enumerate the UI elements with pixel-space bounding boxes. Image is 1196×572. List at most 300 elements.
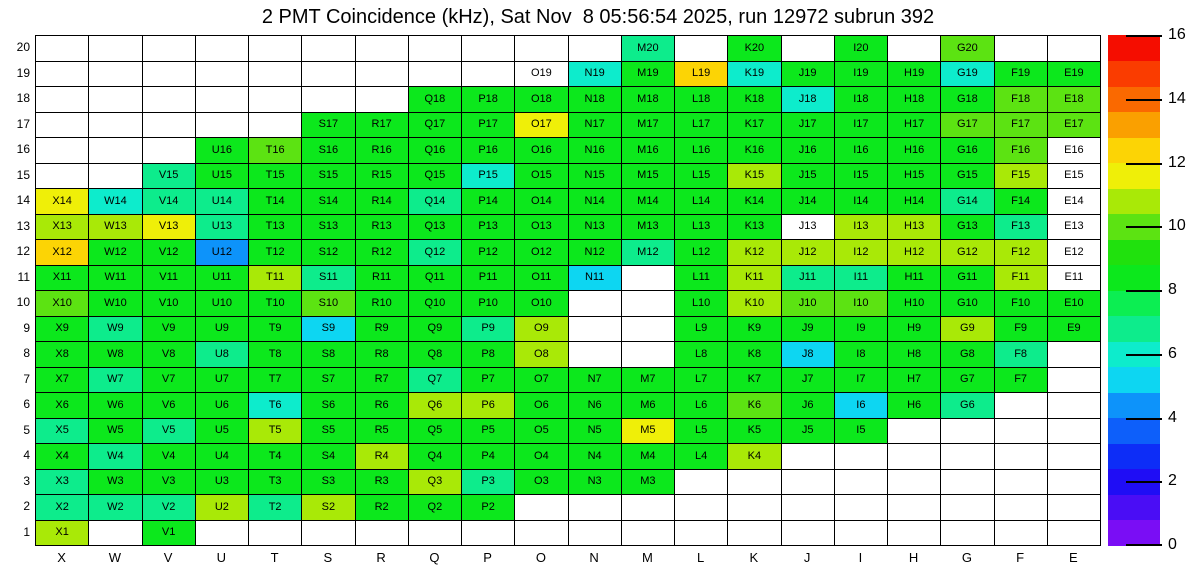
colorbar-tick-label: 10 (1168, 217, 1186, 235)
heatmap-cell: R9 (355, 316, 409, 343)
heatmap-cell: K20 (727, 35, 781, 62)
heatmap-cell (834, 520, 888, 547)
y-axis-label: 7 (23, 371, 30, 386)
y-axis-label: 10 (16, 295, 30, 309)
colorbar-band (1108, 137, 1160, 163)
heatmap-cell (568, 290, 622, 317)
heatmap-cell: R14 (355, 188, 409, 215)
heatmap-cell (621, 520, 675, 547)
heatmap-cell (674, 35, 728, 62)
heatmap-cell: P17 (461, 112, 515, 139)
heatmap-cell (887, 35, 941, 62)
heatmap-cell: S3 (301, 469, 355, 496)
y-axis-label: 15 (16, 167, 30, 182)
heatmap-cell: G11 (940, 265, 994, 292)
colorbar-band (1108, 316, 1160, 342)
colorbar-band (1108, 290, 1160, 316)
y-axis-label: 13 (16, 218, 30, 233)
y-axis-label: 18 (16, 91, 30, 105)
heatmap-cell: K7 (727, 367, 781, 394)
heatmap-cell: F16 (994, 137, 1048, 164)
heatmap-cell: I14 (834, 188, 888, 215)
y-axis-label: 5 (23, 422, 30, 437)
heatmap-cell: I19 (834, 61, 888, 88)
x-axis-label: U (216, 550, 227, 565)
x-axis-label: T (270, 550, 279, 565)
heatmap-cell: R5 (355, 418, 409, 445)
heatmap-cell (568, 35, 622, 62)
heatmap-cell (568, 494, 622, 521)
heatmap-cell: S16 (301, 137, 355, 164)
heatmap-cell: R11 (355, 265, 409, 292)
heatmap-cell: I5 (834, 418, 888, 445)
heatmap-cell (248, 61, 302, 88)
heatmap-cell: P2 (461, 494, 515, 521)
heatmap-cell (301, 35, 355, 62)
heatmap-cell: U3 (195, 469, 249, 496)
heatmap-cell: R13 (355, 214, 409, 241)
heatmap-cell: H18 (887, 86, 941, 113)
heatmap-cell: K5 (727, 418, 781, 445)
heatmap-cell: G18 (940, 86, 994, 113)
colorbar-tick-label: 0 (1168, 536, 1177, 553)
heatmap-cell: P3 (461, 469, 515, 496)
heatmap-cell: P14 (461, 188, 515, 215)
heatmap-cell (727, 520, 781, 547)
heatmap-cell: O16 (514, 137, 568, 164)
heatmap-cell (1047, 469, 1101, 496)
colorbar-band (1108, 35, 1160, 61)
heatmap-cell (514, 494, 568, 521)
heatmap-cell (834, 443, 888, 470)
heatmap-cell: U5 (195, 418, 249, 445)
x-axis-label: K (749, 550, 759, 565)
heatmap-cell (35, 137, 89, 164)
y-axis-label: 2 (23, 499, 30, 513)
heatmap-cell: K13 (727, 214, 781, 241)
heatmap-cell: U10 (195, 290, 249, 317)
heatmap-cell: T13 (248, 214, 302, 241)
colorbar-band (1108, 443, 1160, 469)
heatmap-cell (88, 163, 142, 190)
heatmap-cell: Q6 (408, 392, 462, 419)
heatmap-cell: G16 (940, 137, 994, 164)
heatmap-cell: S17 (301, 112, 355, 139)
heatmap-cell: E18 (1047, 86, 1101, 113)
heatmap-cell: J10 (781, 290, 835, 317)
heatmap-cell: W2 (88, 494, 142, 521)
heatmap-cell: I11 (834, 265, 888, 292)
heatmap-cell: W4 (88, 443, 142, 470)
heatmap-cell: L6 (674, 392, 728, 419)
colorbar-band (1108, 367, 1160, 393)
heatmap-cell: N13 (568, 214, 622, 241)
heatmap-cell (355, 35, 409, 62)
heatmap-cell: X8 (35, 341, 89, 368)
heatmap-cell: F18 (994, 86, 1048, 113)
heatmap-cell (35, 35, 89, 62)
heatmap-cell: M17 (621, 112, 675, 139)
heatmap-cell: R17 (355, 112, 409, 139)
heatmap-cell: J9 (781, 316, 835, 343)
heatmap-cell: I8 (834, 341, 888, 368)
heatmap-cell: M14 (621, 188, 675, 215)
heatmap-cell: U6 (195, 392, 249, 419)
heatmap-cell: L8 (674, 341, 728, 368)
heatmap-cell: P12 (461, 239, 515, 266)
heatmap-cell (195, 61, 249, 88)
heatmap-cell: U16 (195, 137, 249, 164)
heatmap-cell: J5 (781, 418, 835, 445)
heatmap-cell: G12 (940, 239, 994, 266)
heatmap-cell (142, 112, 196, 139)
y-axis-label: 9 (23, 320, 30, 335)
colorbar-tick-label: 16 (1168, 26, 1186, 43)
colorbar-band (1108, 188, 1160, 214)
heatmap-cell: U2 (195, 494, 249, 521)
x-axis-label: P (483, 550, 492, 565)
heatmap-cell (994, 418, 1048, 445)
colorbar-tick (1126, 35, 1162, 37)
heatmap-cell (88, 137, 142, 164)
x-axis-label: X (57, 550, 66, 565)
heatmap-grid (35, 35, 1100, 545)
colorbar-tick (1126, 354, 1162, 356)
x-axis-label: V (163, 550, 173, 565)
heatmap-cell: P6 (461, 392, 515, 419)
heatmap-cell: J16 (781, 137, 835, 164)
heatmap-cell: K14 (727, 188, 781, 215)
heatmap-cell (568, 520, 622, 547)
y-axis-label: 20 (16, 40, 30, 54)
heatmap-cell: N6 (568, 392, 622, 419)
heatmap-cell: L17 (674, 112, 728, 139)
heatmap-cell (674, 469, 728, 496)
heatmap-cell: L13 (674, 214, 728, 241)
heatmap-cell (355, 61, 409, 88)
heatmap-cell: G15 (940, 163, 994, 190)
heatmap-cell: L9 (674, 316, 728, 343)
heatmap-cell: I6 (834, 392, 888, 419)
heatmap-cell: G7 (940, 367, 994, 394)
heatmap-cell: U15 (195, 163, 249, 190)
y-axis-label: 6 (23, 397, 30, 411)
heatmap-cell: I20 (834, 35, 888, 62)
heatmap-cell: R15 (355, 163, 409, 190)
heatmap-cell: I16 (834, 137, 888, 164)
heatmap-cell (88, 86, 142, 113)
heatmap-cell: T16 (248, 137, 302, 164)
heatmap-cell: N7 (568, 367, 622, 394)
heatmap-cell: M13 (621, 214, 675, 241)
heatmap-cell: T12 (248, 239, 302, 266)
heatmap-cell: M15 (621, 163, 675, 190)
heatmap-cell: H11 (887, 265, 941, 292)
heatmap-cell: S15 (301, 163, 355, 190)
heatmap-cell: S12 (301, 239, 355, 266)
heatmap-cell: E11 (1047, 265, 1101, 292)
heatmap-cell (621, 341, 675, 368)
heatmap-cell: O19 (514, 61, 568, 88)
heatmap-cell (994, 520, 1048, 547)
x-axis-label: J (803, 550, 811, 565)
colorbar-tick (1126, 544, 1162, 546)
heatmap-cell: R4 (355, 443, 409, 470)
heatmap-cell: Q3 (408, 469, 462, 496)
heatmap-cell: X12 (35, 239, 89, 266)
heatmap-cell (461, 61, 515, 88)
heatmap-cell (994, 469, 1048, 496)
heatmap-cell: Q9 (408, 316, 462, 343)
heatmap-cell (248, 86, 302, 113)
heatmap-cell: F11 (994, 265, 1048, 292)
heatmap-cell: M6 (621, 392, 675, 419)
heatmap-cell (35, 61, 89, 88)
heatmap-cell: J18 (781, 86, 835, 113)
heatmap-cell: W7 (88, 367, 142, 394)
heatmap-cell: S14 (301, 188, 355, 215)
heatmap-cell (35, 112, 89, 139)
colorbar-tick-label: 2 (1168, 472, 1177, 490)
heatmap-cell: Q16 (408, 137, 462, 164)
heatmap-cell: N15 (568, 163, 622, 190)
heatmap-cell: X3 (35, 469, 89, 496)
heatmap-cell: X11 (35, 265, 89, 292)
colorbar-band (1108, 265, 1160, 291)
heatmap-cell: P13 (461, 214, 515, 241)
heatmap-cell (727, 494, 781, 521)
heatmap-cell: J12 (781, 239, 835, 266)
heatmap-cell: M16 (621, 137, 675, 164)
heatmap-cell (1047, 341, 1101, 368)
heatmap-cell: W8 (88, 341, 142, 368)
heatmap-cell: W12 (88, 239, 142, 266)
heatmap-cell: J19 (781, 61, 835, 88)
heatmap-cell: V1 (142, 520, 196, 547)
heatmap-cell: R10 (355, 290, 409, 317)
heatmap-cell: H9 (887, 316, 941, 343)
heatmap-cell (1047, 367, 1101, 394)
heatmap-cell: E12 (1047, 239, 1101, 266)
heatmap-cell: O15 (514, 163, 568, 190)
page-title: 2 PMT Coincidence (kHz), Sat Nov 8 05:56:54 2025, run 12972 subrun 392 (261, 6, 935, 28)
heatmap-cell: E14 (1047, 188, 1101, 215)
heatmap-cell: K8 (727, 341, 781, 368)
heatmap-cell: J11 (781, 265, 835, 292)
colorbar-band (1108, 163, 1160, 189)
heatmap-cell (834, 469, 888, 496)
heatmap-cell: T14 (248, 188, 302, 215)
heatmap-cell: P18 (461, 86, 515, 113)
heatmap-cell (781, 469, 835, 496)
y-axis-label: 16 (16, 142, 30, 156)
heatmap-cell: F14 (994, 188, 1048, 215)
heatmap-cell: O12 (514, 239, 568, 266)
x-axis-label: E (1069, 550, 1078, 565)
heatmap-cell (994, 35, 1048, 62)
heatmap-cell: O13 (514, 214, 568, 241)
heatmap-cell (674, 520, 728, 547)
heatmap-cell: Q15 (408, 163, 462, 190)
colorbar-tick-label: 8 (1168, 281, 1177, 298)
x-axis-label: S (323, 550, 333, 565)
heatmap-cell: T9 (248, 316, 302, 343)
heatmap-cell: L14 (674, 188, 728, 215)
heatmap-cell: O3 (514, 469, 568, 496)
heatmap-cell: Q13 (408, 214, 462, 241)
heatmap-cell: H12 (887, 239, 941, 266)
heatmap-cell: U13 (195, 214, 249, 241)
heatmap-cell: V6 (142, 392, 196, 419)
heatmap-cell: Q17 (408, 112, 462, 139)
y-axis-label: 12 (16, 244, 30, 258)
heatmap-cell: Q12 (408, 239, 462, 266)
heatmap-cell: T6 (248, 392, 302, 419)
colorbar-band (1108, 112, 1160, 138)
heatmap-cell: O11 (514, 265, 568, 292)
heatmap-cell: P9 (461, 316, 515, 343)
heatmap-cell (940, 494, 994, 521)
heatmap-cell: H10 (887, 290, 941, 317)
heatmap-cell: X1 (35, 520, 89, 547)
colorbar-tick (1126, 99, 1162, 101)
y-axis-label: 1 (23, 524, 30, 539)
heatmap-cell: V10 (142, 290, 196, 317)
heatmap-cell: Q5 (408, 418, 462, 445)
heatmap-cell: K17 (727, 112, 781, 139)
heatmap-cell: F13 (994, 214, 1048, 241)
heatmap-cell: Q14 (408, 188, 462, 215)
heatmap-cell: G20 (940, 35, 994, 62)
heatmap-cell (461, 520, 515, 547)
heatmap-cell: F8 (994, 341, 1048, 368)
heatmap-cell: V14 (142, 188, 196, 215)
x-axis-label: F (1016, 550, 1025, 565)
heatmap-cell: V13 (142, 214, 196, 241)
heatmap-cell: L7 (674, 367, 728, 394)
heatmap-cell (35, 86, 89, 113)
heatmap-cell: F15 (994, 163, 1048, 190)
heatmap-cell: G9 (940, 316, 994, 343)
colorbar-tick (1126, 481, 1162, 483)
heatmap-cell: L4 (674, 443, 728, 470)
y-axis-label: 8 (23, 346, 30, 360)
heatmap-cell (1047, 494, 1101, 521)
heatmap-cell: F10 (994, 290, 1048, 317)
heatmap-cell (195, 35, 249, 62)
colorbar-tick (1126, 418, 1162, 420)
colorbar-band (1108, 494, 1160, 520)
heatmap-cell: S2 (301, 494, 355, 521)
heatmap-cell: M18 (621, 86, 675, 113)
x-axis-label: R (376, 550, 386, 565)
y-axis-label: 17 (16, 116, 30, 131)
colorbar-tick (1126, 226, 1162, 228)
heatmap-cell (621, 316, 675, 343)
heatmap-cell: K12 (727, 239, 781, 266)
heatmap-cell: Q4 (408, 443, 462, 470)
heatmap-cell: V11 (142, 265, 196, 292)
heatmap-cell: X4 (35, 443, 89, 470)
heatmap-cell: R16 (355, 137, 409, 164)
heatmap-cell (195, 86, 249, 113)
heatmap-cell: W9 (88, 316, 142, 343)
heatmap-cell (1047, 443, 1101, 470)
heatmap-cell: H8 (887, 341, 941, 368)
y-axis-label: 3 (23, 473, 30, 488)
heatmap-cell: S11 (301, 265, 355, 292)
heatmap-cell: M3 (621, 469, 675, 496)
x-axis-label: H (908, 550, 919, 565)
heatmap-cell: U14 (195, 188, 249, 215)
heatmap-cell: H13 (887, 214, 941, 241)
colorbar-tick (1126, 290, 1162, 292)
heatmap-cell: S9 (301, 316, 355, 343)
colorbar-tick (1126, 163, 1162, 165)
heatmap-cell: I7 (834, 367, 888, 394)
heatmap-cell: T4 (248, 443, 302, 470)
heatmap-cell: Q7 (408, 367, 462, 394)
heatmap-cell: E13 (1047, 214, 1101, 241)
heatmap-cell (621, 290, 675, 317)
heatmap-cell: M20 (621, 35, 675, 62)
heatmap-cell: X6 (35, 392, 89, 419)
heatmap-cell: H6 (887, 392, 941, 419)
heatmap-cell (994, 443, 1048, 470)
heatmap-cell (887, 418, 941, 445)
colorbar-band (1108, 61, 1160, 87)
heatmap-cell: T7 (248, 367, 302, 394)
heatmap-cell (88, 35, 142, 62)
x-axis-label: Q (429, 550, 440, 565)
heatmap-cell (1047, 35, 1101, 62)
heatmap-cell: W6 (88, 392, 142, 419)
colorbar-band (1108, 520, 1160, 546)
heatmap-cell (408, 61, 462, 88)
heatmap-cell: I18 (834, 86, 888, 113)
heatmap-cell: O17 (514, 112, 568, 139)
heatmap-cell: J14 (781, 188, 835, 215)
heatmap-cell (248, 35, 302, 62)
heatmap-cell: V8 (142, 341, 196, 368)
heatmap-cell (195, 112, 249, 139)
heatmap-cell: K6 (727, 392, 781, 419)
heatmap-cell: J13 (781, 214, 835, 241)
heatmap-cell: R3 (355, 469, 409, 496)
heatmap-cell: O4 (514, 443, 568, 470)
heatmap-cell (248, 520, 302, 547)
heatmap-cell (408, 35, 462, 62)
heatmap-cell (940, 418, 994, 445)
heatmap-cell: U9 (195, 316, 249, 343)
heatmap-cell: S8 (301, 341, 355, 368)
heatmap-cell: W11 (88, 265, 142, 292)
heatmap-cell: O14 (514, 188, 568, 215)
heatmap-cell: S6 (301, 392, 355, 419)
heatmap-cell: N5 (568, 418, 622, 445)
heatmap-cell: M7 (621, 367, 675, 394)
heatmap-cell: R6 (355, 392, 409, 419)
heatmap-cell: H19 (887, 61, 941, 88)
heatmap-cell (142, 35, 196, 62)
heatmap-cell: O6 (514, 392, 568, 419)
heatmap-cell (142, 137, 196, 164)
heatmap-cell (940, 469, 994, 496)
heatmap-cell (781, 35, 835, 62)
heatmap-cell: S5 (301, 418, 355, 445)
heatmap-cell: K11 (727, 265, 781, 292)
heatmap-cell: Q11 (408, 265, 462, 292)
